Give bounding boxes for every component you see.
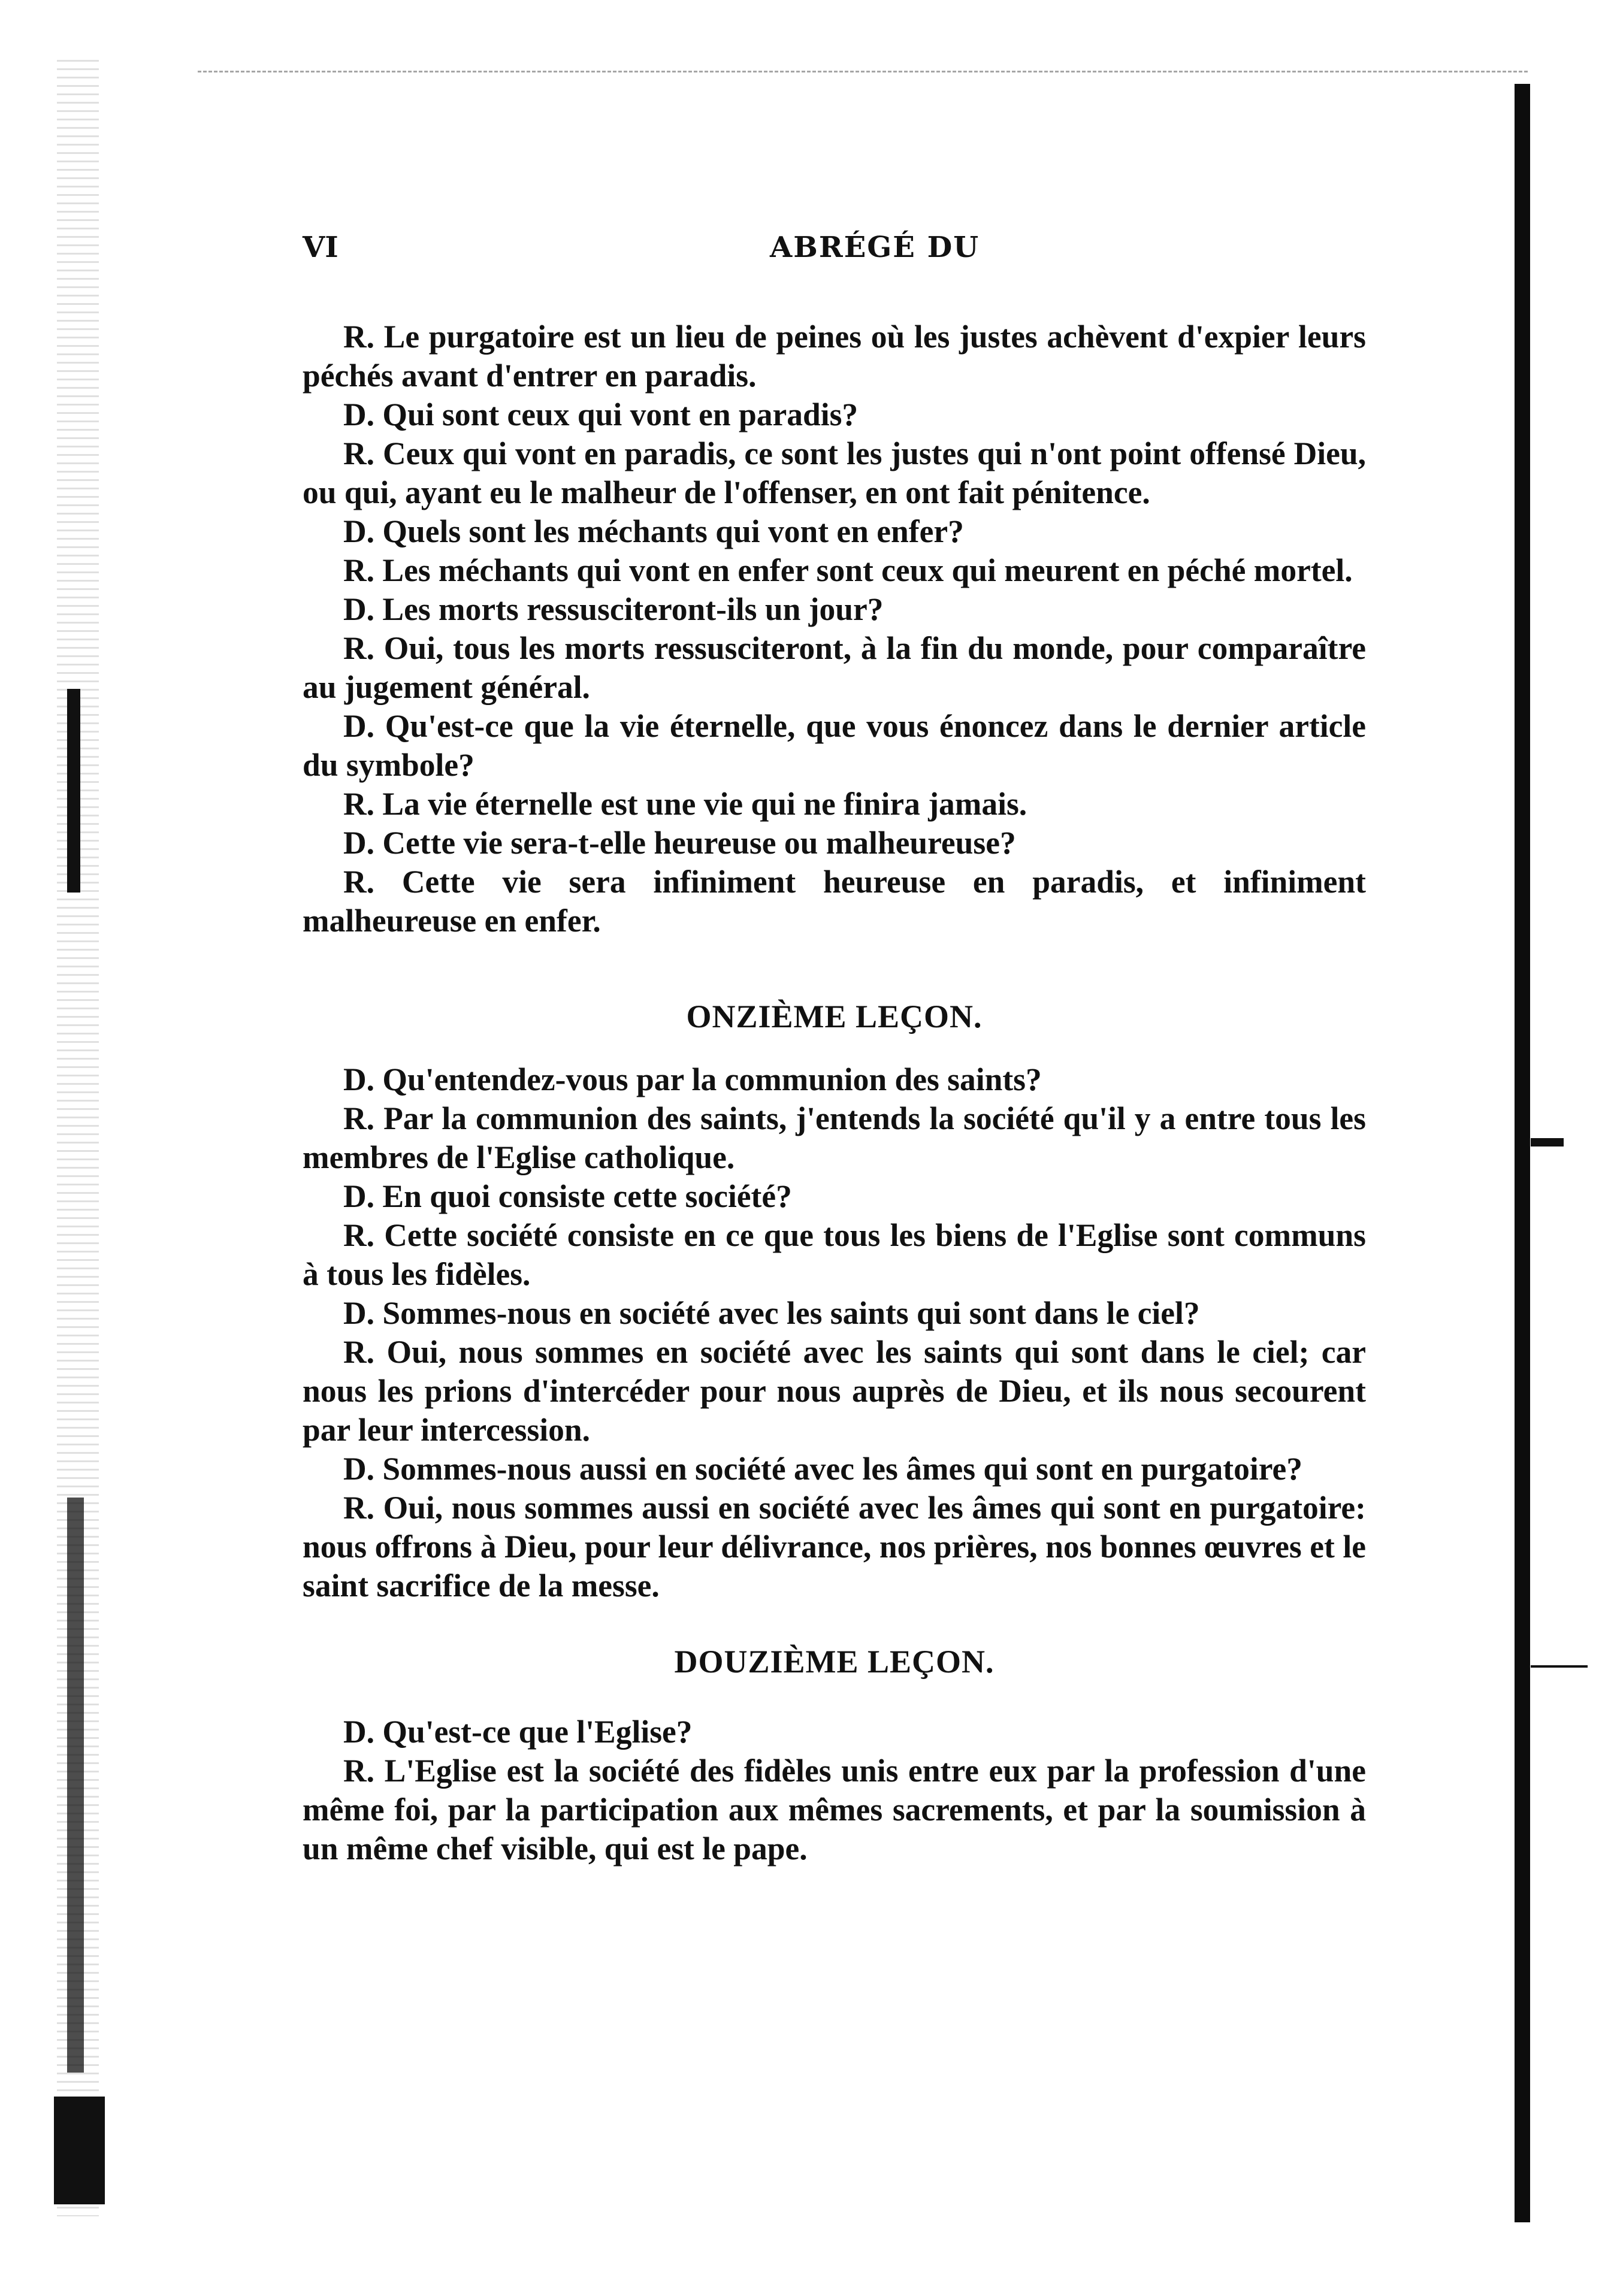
paragraph: R. Oui, tous les morts ressusciteront, à la fin du monde, pour comparaître au jugement général. [303,630,1366,705]
paragraph: D. Qu'est-ce que l'Eglise? [343,1714,693,1750]
lesson-title: DOUZIÈME LEÇON. [674,1644,995,1680]
scan-left-bar [67,1498,84,2073]
scan-left-bar [54,2097,105,2204]
paragraph: D. Les morts ressusciteront-ils un jour? [343,591,884,627]
paragraph: R. Cette société consiste en ce que tous les biens de l'Eglise sont communs à tous les fidèles. [303,1217,1366,1292]
paragraph: D. Sommes-nous en société avec les saints qui sont dans le ciel? [343,1295,1200,1331]
page-number: VI [303,231,338,264]
paragraph: R. Les méchants qui vont en enfer sont ceux qui meurent en péché mortel. [343,552,1353,588]
paragraph: D. Sommes-nous aussi en société avec les âmes qui sont en purgatoire? [343,1451,1303,1487]
paragraph: D. Qu'entendez-vous par la communion des saints? [343,1061,1042,1097]
scan-top-rule [198,71,1528,72]
scan-margin-mark [1531,1665,1588,1668]
running-title: ABRÉGÉ DU [770,231,980,264]
paragraph: D. Qui sont ceux qui vont en paradis? [343,397,859,432]
paragraph: D. Qu'est-ce que la vie éternelle, que vous énoncez dans le dernier article du symbole? [303,708,1366,783]
running-head [303,231,1368,273]
scan-margin-mark [1531,1138,1564,1147]
scan-right-rule [1515,84,1530,2222]
catechism-text [303,317,1366,1868]
paragraph: R. Par la communion des saints, j'entends la société qu'il y a entre tous les membres de l'Eglise catholique. [303,1100,1366,1175]
scan-left-bar [67,689,80,893]
paragraph: D. Quels sont les méchants qui vont en enfer? [343,513,964,549]
paragraph: R. Le purgatoire est un lieu de peines où les justes achèvent d'expier leurs péchés avant d'entrer en paradis. [303,319,1366,394]
paragraph: D. En quoi consiste cette société? [343,1178,792,1214]
paragraph: R. La vie éternelle est une vie qui ne finira jamais. [343,786,1027,822]
paragraph: R. Ceux qui vont en paradis, ce sont les justes qui n'ont point offensé Dieu, ou qui, ayant eu le malheur de l'offenser, en ont fait pénitence. [303,435,1366,510]
paragraph: R. Oui, nous sommes en société avec les saints qui sont dans le ciel; car nous les prions d'intercéder pour nous auprès de Dieu, et ils nous secourent par leur intercession. [303,1334,1366,1448]
lesson-title: ONZIÈME LEÇON. [686,999,983,1034]
paragraph: R. Cette vie sera infiniment heureuse en paradis, et infiniment malheureuse en enfer. [303,864,1366,939]
paragraph: D. Cette vie sera-t-elle heureuse ou malheureuse? [343,825,1016,861]
paragraph: R. L'Eglise est la société des fidèles unis entre eux par la profession d'une même foi, par la participation aux mêmes sacrements, et par la soumission à un même chef visible, qui est le pape. [303,1753,1366,1867]
paragraph: R. Oui, nous sommes aussi en société avec les âmes qui sont en purgatoire: nous offrons à Dieu, pour leur délivrance, nos prières, nos bonnes œuvres et le saint sacrifice de la messe. [303,1490,1366,1604]
